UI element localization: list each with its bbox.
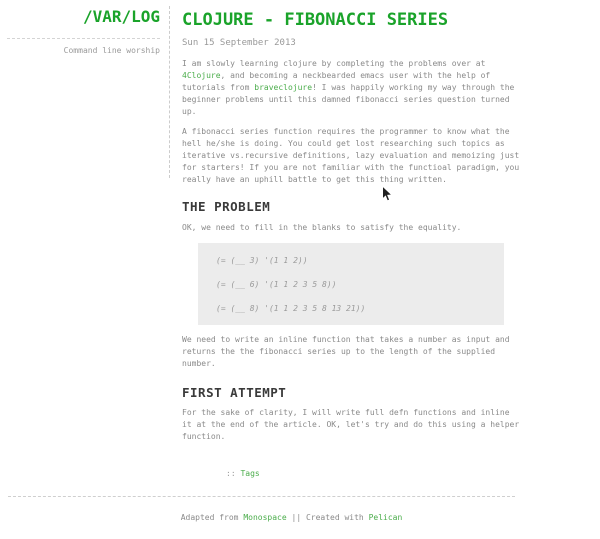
- paragraph-problem-intro: OK, we need to fill in the blanks to satisfy the equality.: [182, 223, 462, 232]
- code-line: (= (__ 8) '(1 1 2 3 5 8 13 21)): [216, 304, 366, 313]
- footer-text: Adapted from: [180, 513, 244, 522]
- section-heading-first-attempt: FIRST ATTEMPT: [182, 385, 287, 400]
- sidebar-divider: [7, 38, 160, 39]
- article-date: Sun 15 September 2013: [182, 38, 296, 48]
- footer: [0, 496, 583, 523]
- code-block: [198, 243, 504, 325]
- paragraph-intro: [182, 58, 522, 118]
- footer-divider: [8, 496, 515, 497]
- code-line: (= (__ 3) '(1 1 2)): [216, 256, 308, 265]
- footer-credits: [0, 513, 583, 523]
- link-monospace-theme[interactable]: Monospace: [243, 513, 287, 522]
- paragraph-text: ! I was happily working my way through the beginner problems until this damned fibonacci series question turned up.: [182, 83, 515, 116]
- site-subtitle: Command line worship: [63, 46, 160, 55]
- paragraph-text: , and becoming a neckbearded emacs user with the help of tutorials from: [182, 71, 491, 92]
- link-braveclojure[interactable]: braveclojure: [254, 83, 313, 92]
- footer-text: || Created with: [286, 513, 369, 522]
- link-pelican[interactable]: Pelican: [368, 513, 403, 522]
- paragraph-text: I am slowly learning clojure by completing the problems over at: [182, 59, 486, 68]
- tags-link[interactable]: Tags: [240, 469, 260, 478]
- paragraph-first-attempt: For the sake of clarity, I will write full defn functions and inline it at the end of the article. OK, let's try and do this using a helper function.: [182, 408, 520, 441]
- sidebar: [0, 0, 160, 56]
- article: [182, 0, 522, 479]
- tags-row: [182, 469, 522, 479]
- site-title-link[interactable]: /VAR/LOG: [82, 7, 160, 26]
- column-divider: [169, 6, 170, 178]
- mouse-cursor-icon: [381, 185, 394, 204]
- tags-prefix: ::: [226, 469, 241, 478]
- article-title-link[interactable]: CLOJURE - FIBONACCI SERIES: [182, 10, 449, 30]
- code-line: (= (__ 6) '(1 1 2 3 5 8)): [216, 280, 337, 289]
- paragraph-problem-outro: We need to write an inline function that takes a number as input and returns the the fibonacci series up to the length of the supplied number.: [182, 335, 510, 368]
- paragraph-fibonacci: A fibonacci series function requires the programmer to know what the hell he/she is doing. You could get lost researching such topics as iterative vs.recursive definitions, lazy evaluation and memoizing just for starters! If you are not familiar with the functioal paradigm, you really have an uphill battle to get this thing written.: [182, 127, 520, 184]
- section-heading-the-problem: THE PROBLEM: [182, 199, 271, 214]
- link-4clojure[interactable]: 4Clojure: [182, 71, 221, 80]
